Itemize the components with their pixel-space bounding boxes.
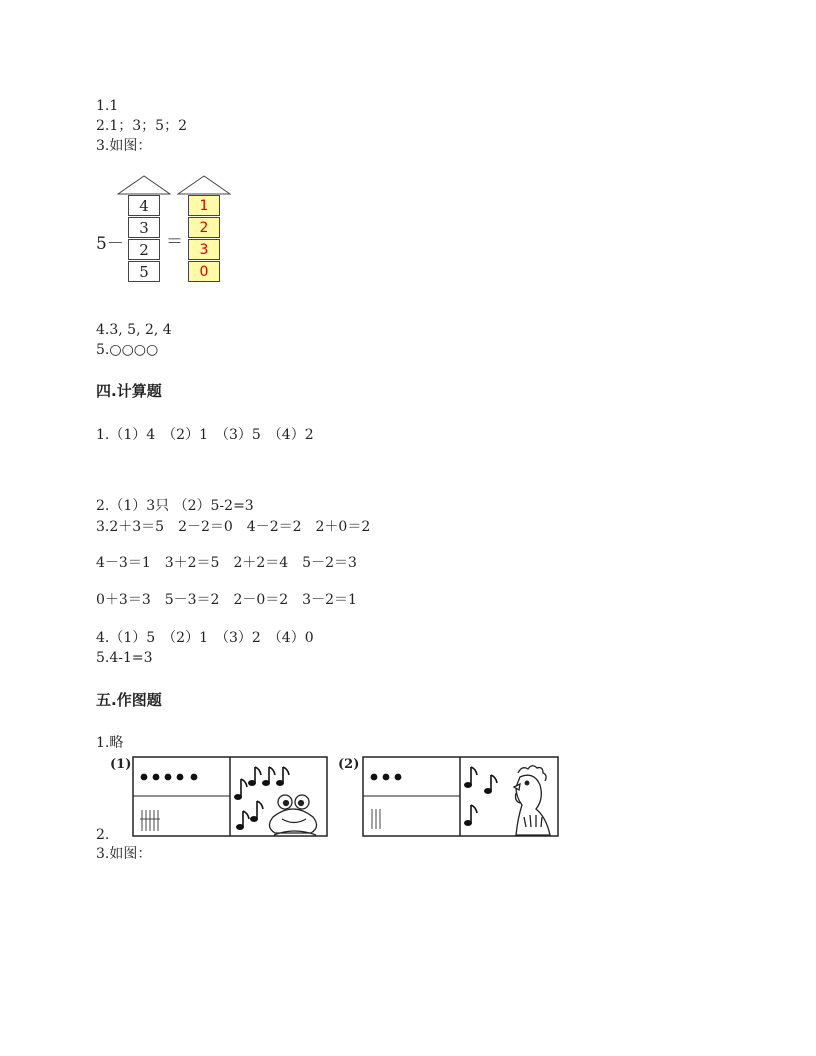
calc-line-4: 4.（1）5 （2）1 （3）2 （4）0 xyxy=(96,630,314,646)
answer-house-cell: 0 xyxy=(188,261,220,282)
panel-label: (1) xyxy=(110,757,132,772)
answer-house-cell: 2 xyxy=(188,217,220,238)
music-panel-1-graphic xyxy=(108,755,330,839)
music-panel-2 xyxy=(338,755,562,839)
answer-line-4: 4.3, 5, 2, 4 xyxy=(96,322,172,338)
section-heading-calc: 四.计算题 xyxy=(96,382,162,400)
calc-line-3b: 4－3＝1 3＋2＝5 2＋2＝4 5－2＝3 xyxy=(96,555,357,571)
dots xyxy=(371,774,402,781)
draw-line-1: 1.略 xyxy=(96,735,124,751)
calc-line-5: 5.4-1=3 xyxy=(96,650,153,666)
house-equals: ＝ xyxy=(166,232,183,252)
calc-line-3c: 0＋3＝3 5－3＝2 2－0＝2 3－2＝1 xyxy=(96,592,357,608)
answer-house-roof xyxy=(177,175,231,195)
answer-line-2: 2.1；3；5；2 xyxy=(96,118,187,134)
calc-line-2: 2.（1）3只 （2）5-2=3 xyxy=(96,498,254,514)
panel-label: (2) xyxy=(338,757,360,772)
left-house-cell: 3 xyxy=(128,217,160,238)
left-house-cell: 2 xyxy=(128,239,160,260)
left-house-cell: 5 xyxy=(128,261,160,282)
left-house-cell: 4 xyxy=(128,195,160,216)
answer-house-cell: 3 xyxy=(188,239,220,260)
music-panel-1 xyxy=(108,755,330,839)
calc-line-3a: 3.2＋3＝5 2－2＝0 4－2＝2 2＋0＝2 xyxy=(96,519,371,535)
answer-line-3: 3.如图： xyxy=(96,138,152,154)
section-heading-draw: 五.作图题 xyxy=(96,691,162,709)
draw-line-3: 3.如图： xyxy=(96,846,152,862)
house-prefix: 5－ xyxy=(96,234,124,254)
answer-line-1: 1.1 xyxy=(96,98,119,114)
answer-house-cell: 1 xyxy=(188,195,220,216)
left-house-roof xyxy=(117,175,171,195)
music-panel-2-graphic xyxy=(338,755,562,839)
answer-line-5: 5.○○○○ xyxy=(96,342,159,358)
draw-line-2: 2. xyxy=(96,827,110,843)
calc-line-1: 1.（1）4 （2）1 （3）5 （4）2 xyxy=(96,427,314,443)
